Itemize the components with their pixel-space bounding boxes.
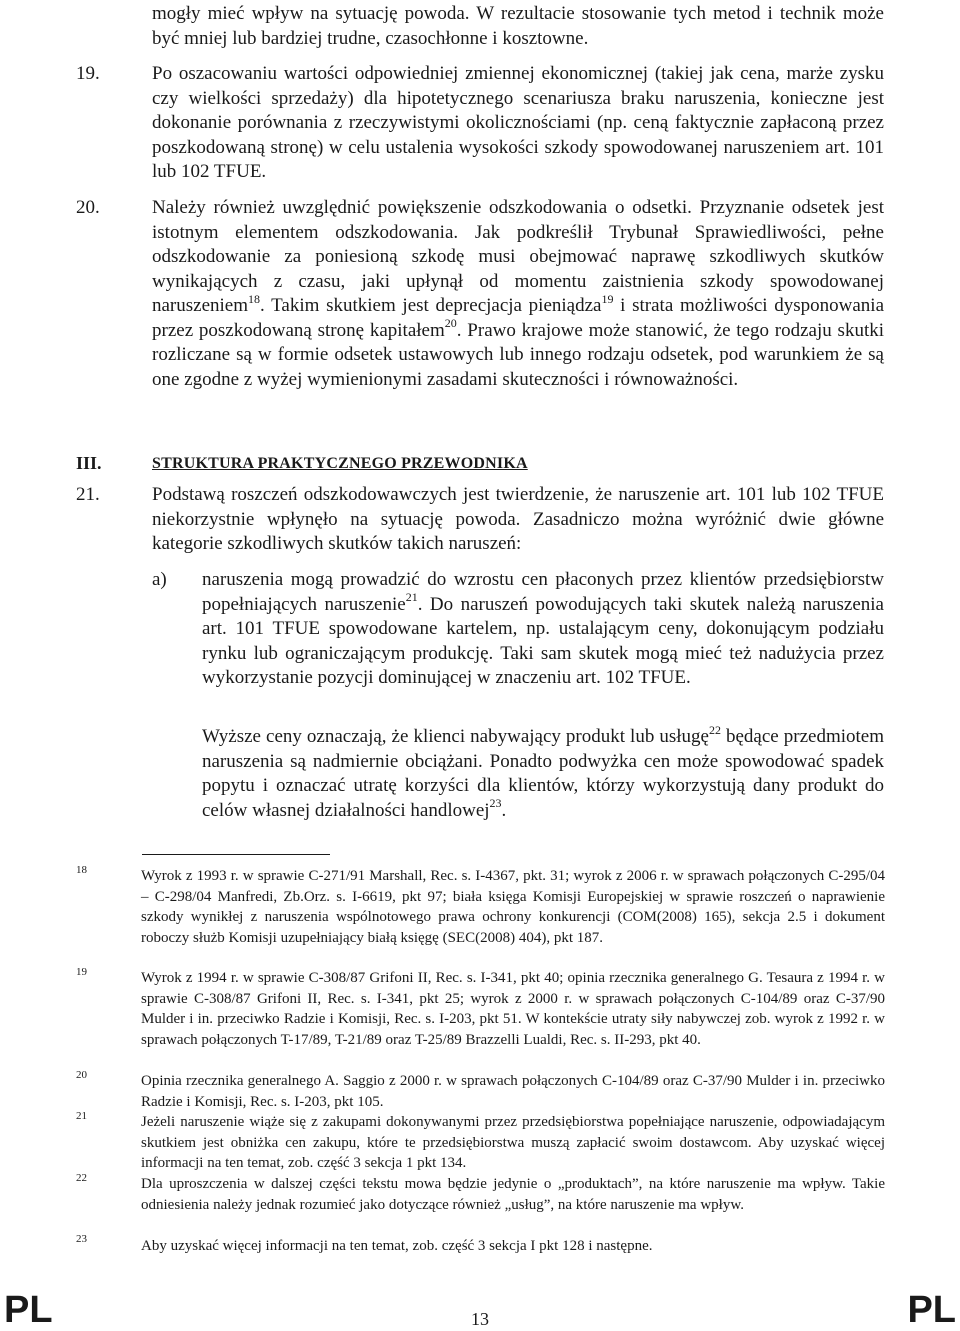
page-number: 13: [471, 1309, 489, 1329]
footnote-number: 19: [76, 966, 87, 978]
paragraph-number: 19.: [76, 63, 100, 84]
list-item-text: . Do naruszeń powodujących taki skutek należą naruszenia art. 101 TFUE spowodowane kartelem, np. ustalającym ceny, dokonującym podziału rynku lub ograniczającym produkcję. Taki sam skutek mogą mieć też nadużycia przez wykorzystanie pozycji dominującej w znaczeniu art. 102 TFUE.: [202, 593, 884, 688]
footnote-number: 20: [76, 1069, 87, 1081]
footnote-ref[interactable]: 19: [601, 291, 614, 306]
paragraph-21: Podstawą roszczeń odszkodowawczych jest twierdzenie, że naruszenie art. 101 lub 102 TFUE niekorzystnie wpłynęło na sytuację powoda. Zasadniczo można wyróżnić dwie główne kategorie szkodliwych skutków takich naruszeń:: [152, 484, 884, 554]
footnote-ref[interactable]: 18: [248, 291, 261, 306]
list-item-label: a): [152, 569, 167, 590]
paragraph-continuation: mogły mieć wpływ na sytuację powoda. W rezultacie stosowanie tych metod i technik może być mniej lub bardziej trudne, czasochłonne i kosztowne.: [152, 3, 884, 49]
list-item-continuation: [202, 722, 884, 823]
list-item-text: .: [501, 799, 507, 821]
footnote: Jeżeli naruszenie wiąże się z zakupami dokonywanymi przez przedsiębiorstwa popełniające naruszenie, odpowiadającym skutkiem jest obniżka cen zakupu, które te przedsiębiorstwa muszą zapłacić swoim dostawcom. Aby uzyskać więcej informacji na ten temat, zob. część 3 sekcja 1 pkt 134.: [141, 1114, 885, 1171]
list-item-text: Wyższe ceny oznaczają, że klienci nabywający produkt lub usługę: [202, 726, 709, 747]
paragraph-text: . Takim skutkiem jest deprecjacja pieniądza: [260, 295, 602, 316]
footnote: Wyrok z 1994 r. w sprawie C-308/87 Grifoni II, Rec. s. I-341, pkt 40; opinia rzecznika generalnego G. Tesaura z 1994 r. w sprawie C-308/87 Grifoni II, Rec. s. I-341, pkt 25; wyrok z 2000 r. w sprawach połączonych C-104/89 oraz C-37/90 Mulder i in. przeciwko Radzie i Komisji, Rec. s. I-203, pkt 51. W kontekście utraty siły nabywczej zob. wyrok z 1992 r. w sprawach połączonych T-17/89, T-21/89 oraz T-25/89 Brazzelli Lualdi, Rec. s. II-293, pkt 40.: [141, 970, 885, 1048]
paragraph-text: . Prawo krajowe może stanowić, że tego rodzaju skutki rozliczane są w formie odsetek ustawowych lub innego rodzaju odsetek, pod warunkiem że są one zgodne z wyżej wymienionymi zasadami skuteczności i równoważności.: [152, 319, 885, 390]
list-item-text: naruszenia mogą prowadzić do wzrostu cen płaconych przez klientów przedsiębiorstw popełniających naruszenie: [202, 569, 884, 615]
paragraph-text: i strata możliwości dysponowania przez poszkodowaną stronę kapitałem: [152, 295, 885, 341]
footer-language-left: PL: [4, 1289, 53, 1331]
footnote-number: 22: [76, 1172, 87, 1184]
footnote-ref[interactable]: 20: [444, 316, 457, 331]
paragraph-20: [152, 196, 884, 392]
footnote-number: 18: [76, 864, 87, 876]
footnote-number: 23: [76, 1233, 87, 1245]
footnote-ref[interactable]: 23: [489, 796, 502, 811]
list-item-text: będące przedmiotem naruszenia są nadmiernie obciążani. Ponadto podwyżka cen może spowodować spadek popytu i oznaczać utratę korzyści dla klientów, którzy wykorzystują dany produkt do celów własnej działalności handlowej: [202, 726, 884, 821]
paragraph-number: 21.: [76, 484, 100, 505]
footnote-number: 21: [76, 1110, 87, 1122]
footnote: Dla uproszczenia w dalszej części tekstu mowa będzie jedynie o „produktach”, na które naruszenie ma wpływ. Takie odniesienia należy jednak rozumieć jako dotyczące również „usług”, na które naruszenie ma wpływ.: [141, 1176, 885, 1213]
footnote-ref[interactable]: 22: [708, 722, 721, 737]
footnote: Aby uzyskać więcej informacji na ten temat, zob. część 3 sekcja I pkt 128 i następne.: [141, 1238, 653, 1254]
list-item: [202, 568, 884, 691]
section-number: III.: [76, 453, 102, 473]
footer-language-right: PL: [907, 1289, 956, 1331]
paragraph-number: 20.: [76, 197, 100, 218]
section-title: STRUKTURA PRAKTYCZNEGO PRZEWODNIKA: [152, 455, 528, 472]
footnote: Wyrok z 1993 r. w sprawie C-271/91 Marshall, Rec. s. I-4367, pkt. 31; wyrok z 2006 r. w sprawach połączonych C-295/04 – C-298/04 Manfredi, Zb.Orz. s. I-6619, pkt 97; biała księga Komisji Europejskiej w sprawie roszczeń o naprawienie szkody wynikłej z naruszenia wspólnotowego prawa ochrony konkurencji (COM(2008) 165), sekcja 2.5 i dokument roboczy służb Komisji uzupełniający białą księgę (SEC(2008) 404), pkt 187.: [141, 868, 885, 946]
footnote-ref[interactable]: 21: [405, 590, 418, 605]
footnote-separator: [142, 854, 330, 855]
paragraph-text: Należy również uwzględnić powiększenie odszkodowania o odsetki. Przyznanie odsetek jest istotnym elementem odszkodowania. Jak podkreślił Trybunał Sprawiedliwości, pełne odszkodowanie za poniesioną szkodę musi obejmować naprawę szkodliwych skutków wynikających z czasu, jaki upłynął od momentu zaistnienia szkody spowodowanej naruszeniem: [152, 197, 884, 316]
paragraph-19: Po oszacowaniu wartości odpowiedniej zmiennej ekonomicznej (takiej jak cena, marże zysku czy wielkości sprzedaży) dla hipotetycznego scenariusza braku naruszenia, konieczne jest dokonanie porównania z rzeczywistymi okolicznościami (np. ceną faktycznie zapłaconą przez poszkodowaną stronę) w celu ustalenia wysokości szkody spowodowanej naruszeniem art. 101 lub 102 TFUE.: [152, 63, 884, 182]
footnote: Opinia rzecznika generalnego A. Saggio z 2000 r. w sprawach połączonych C-104/89 oraz C-37/90 Mulder i in. przeciwko Radzie i Komisji, Rec. s. I-203, pkt 105.: [141, 1073, 885, 1110]
